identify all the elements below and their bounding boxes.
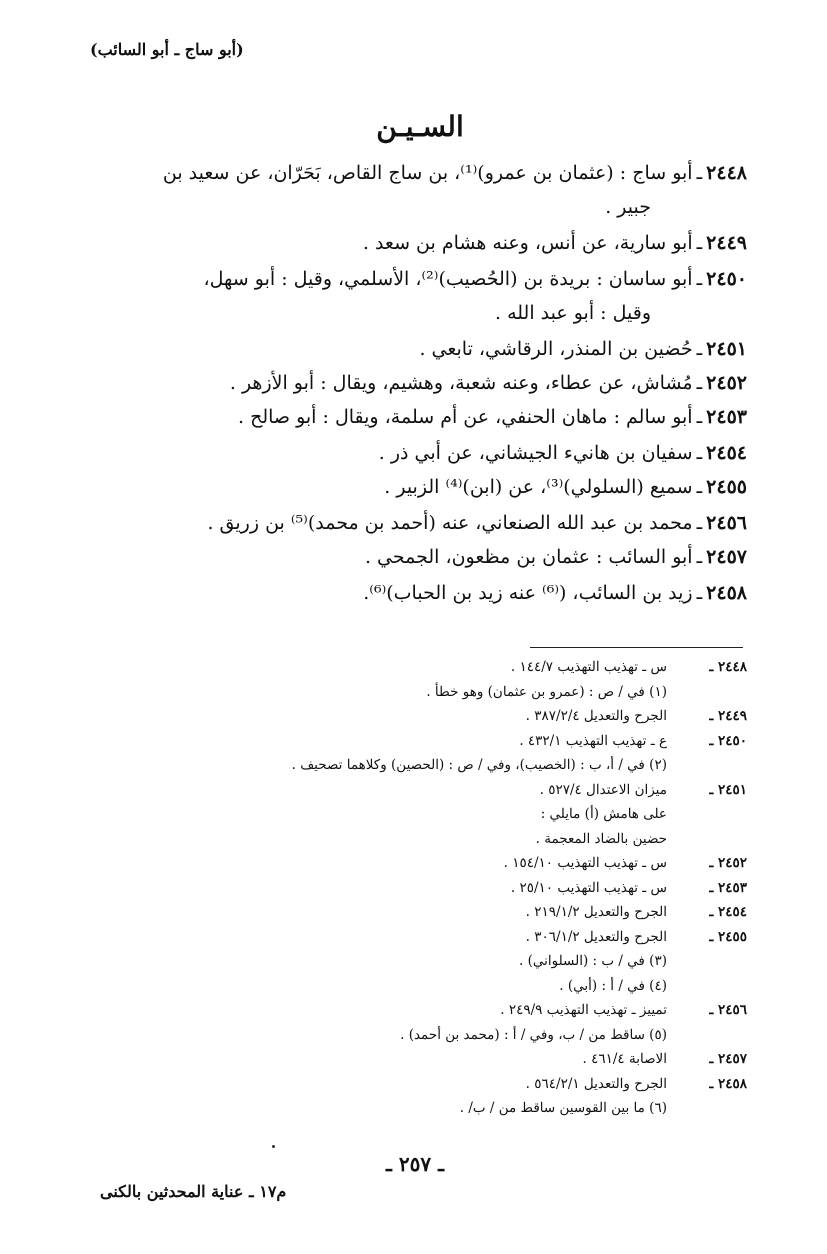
footnote-text: الجرح والتعديل ٣٠٦/١/٢ .: [525, 929, 667, 945]
entry-number: ٢٤٥٠: [706, 268, 747, 290]
entry-number: ٢٤٥١: [706, 338, 747, 360]
footnote-text: حضين بالضاد المعجمة .: [535, 831, 667, 847]
entry-text: أبو السائب : عثمان بن مظعون، الجمحي .: [364, 546, 693, 568]
entry-2455: ٢٤٥٥ـسميع (السلولي)⁽³⁾، عن (ابن)⁽⁴⁾ الزبير .: [384, 476, 747, 498]
footnote-line: [67, 974, 747, 999]
footnote-text: الجرح والتعديل ٥٦٤/٢/١ .: [525, 1076, 667, 1092]
footnote-line: [67, 925, 747, 950]
footnote-text: (٢) في / أ، ب : (الخصيب)، وفي / ص : (الحصين) وكلاهما تصحيف .: [291, 757, 667, 773]
footnote-text: س ـ تهذيب التهذيب ١٥٤/١٠ .: [503, 855, 667, 871]
entry-2453: ٢٤٥٣ـأبو سالم : ماهان الحنفي، عن أم سلمة، ويقال : أبو صالح .: [237, 406, 747, 428]
footnote-line: [67, 1023, 747, 1048]
entry-2452: ٢٤٥٢ـمُشاش، عن عطاء، وعنه شعبة، وهشيم، ويقال : أبو الأزهر .: [229, 372, 747, 394]
footnote-line: [67, 827, 747, 852]
footnote-ref: ٢٤٥٠ ـ: [709, 733, 747, 749]
footnote-text: الاصابة ٤٦١/٤ .: [582, 1051, 667, 1067]
footnote-ref: ٢٤٤٩ ـ: [709, 708, 747, 724]
footnote-ref: ٢٤٥٣ ـ: [709, 880, 747, 896]
footnote-line: [67, 655, 747, 680]
footnote-divider: [530, 647, 743, 648]
footnote-ref: ٢٤٥٥ ـ: [709, 929, 747, 945]
entry-number: ٢٤٤٩: [706, 232, 747, 254]
footnote-line: [67, 851, 747, 876]
footnote-text: (٦) ما بين القوسين ساقط من / ب/ .: [459, 1100, 667, 1116]
page-number: ـ ٢٥٧ ـ: [386, 1152, 444, 1176]
entry-text: مُشاش، عن عطاء، وعنه شعبة، وهشيم، ويقال : أبو الأزهر .: [229, 372, 693, 394]
footnote-line: [67, 900, 747, 925]
entry-text: سفيان بن هانيء الجيشاني، عن أبي ذر .: [378, 442, 693, 464]
section-title: السـيـن: [376, 110, 464, 143]
entry-continuation: جبير .: [605, 196, 651, 218]
footnote-text: على هامش (أ) مايلي :: [540, 806, 667, 822]
entry-text: أبو ساج : (عثمان بن عمرو)⁽¹⁾، بن ساج القاص، بَحَرّان، عن سعيد بن: [162, 162, 693, 184]
footnote-line: [67, 949, 747, 974]
footnote-line: [67, 876, 747, 901]
entry-text: أبو ساسان : بريدة بن (الحُصيب)⁽²⁾، الأسلمي، وقيل : أبو سهل،: [203, 268, 693, 290]
entry-text: محمد بن عبد الله الصنعاني، عنه (أحمد بن محمد)⁽⁵⁾ بن زريق .: [207, 512, 693, 534]
entry-number: ٢٤٥٢: [706, 372, 747, 394]
entry-2448: ٢٤٤٨ـأبو ساج : (عثمان بن عمرو)⁽¹⁾، بن ساج القاص، بَحَرّان، عن سعيد بن جبير .: [87, 156, 747, 224]
footnote-ref: ٢٤٥٢ ـ: [709, 855, 747, 871]
footnote-line: [67, 704, 747, 729]
ink-dot: [272, 1145, 275, 1148]
footnote-text: (٥) ساقط من / ب، وفي / أ : (محمد بن أحمد) .: [400, 1027, 667, 1043]
footer-signature: م١٧ ـ عناية المحدثين بالكنى: [100, 1182, 287, 1201]
running-header: (أبو ساج ـ أبو السائب): [90, 40, 244, 59]
footnote-ref: ٢٤٥٦ ـ: [709, 1002, 747, 1018]
footnote-line: [67, 680, 747, 705]
footnote-text: س ـ تهذيب التهذيب ٢٥/١٠ .: [510, 880, 667, 896]
entry-2450: ٢٤٥٠ـأبو ساسان : بريدة بن (الحُصيب)⁽²⁾، الأسلمي، وقيل : أبو سهل، وقيل : أبو عبد الله .: [87, 262, 747, 330]
footnote-text: ع ـ تهذيب التهذيب ٤٣٢/١ .: [519, 733, 667, 749]
entry-text: أبو سارية، عن أنس، وعنه هشام بن سعد .: [362, 232, 693, 254]
entry-number: ٢٤٥٧: [706, 546, 747, 568]
entry-number: ٢٤٥٦: [706, 512, 747, 534]
footnote-line: [67, 802, 747, 827]
footnote-text: تمييز ـ تهذيب التهذيب ٢٤٩/٩ .: [500, 1002, 667, 1018]
entry-number: ٢٤٥٥: [706, 476, 747, 498]
footnote-ref: ٢٤٥١ ـ: [709, 782, 747, 798]
footnote-line: [67, 729, 747, 754]
footnote-line: [67, 778, 747, 803]
footnote-ref: ٢٤٥٧ ـ: [709, 1051, 747, 1067]
entry-2451: ٢٤٥١ـحُضين بن المنذر، الرقاشي، تابعي .: [419, 338, 747, 360]
entry-number: ٢٤٥٣: [706, 406, 747, 428]
footnote-ref: ٢٤٤٨ ـ: [709, 659, 747, 675]
footnote-ref: ٢٤٥٤ ـ: [709, 904, 747, 920]
footnote-text: (٤) في / أ : (أبي) .: [559, 978, 667, 994]
footnote-text: (١) في / ص : (عمرو بن عثمان) وهو خطأ .: [426, 684, 667, 700]
entry-2454: ٢٤٥٤ـسفيان بن هانيء الجيشاني، عن أبي ذر .: [378, 442, 747, 464]
entry-continuation: وقيل : أبو عبد الله .: [495, 302, 651, 324]
footnote-text: س ـ تهذيب التهذيب ١٤٤/٧ .: [510, 659, 667, 675]
footnote-line: [67, 1047, 747, 1072]
footnote-text: (٣) في / ب : (السلواني) .: [518, 953, 667, 969]
entry-text: سميع (السلولي)⁽³⁾، عن (ابن)⁽⁴⁾ الزبير .: [384, 476, 693, 498]
footnote-line: [67, 753, 747, 778]
entry-number: ٢٤٤٨: [706, 162, 747, 184]
entry-2449: ٢٤٤٩ـأبو سارية، عن أنس، وعنه هشام بن سعد .: [362, 232, 747, 254]
entry-number: ٢٤٥٨: [706, 582, 747, 604]
footnote-ref: ٢٤٥٨ ـ: [709, 1076, 747, 1092]
footnote-line: [67, 1096, 747, 1121]
entry-2456: ٢٤٥٦ـمحمد بن عبد الله الصنعاني، عنه (أحمد بن محمد)⁽⁵⁾ بن زريق .: [207, 512, 747, 534]
entry-text: حُضين بن المنذر، الرقاشي، تابعي .: [419, 338, 693, 360]
footnote-text: ميزان الاعتدال ٥٢٧/٤ .: [539, 782, 667, 798]
entry-2457: ٢٤٥٧ـأبو السائب : عثمان بن مظعون، الجمحي .: [364, 546, 747, 568]
entry-number: ٢٤٥٤: [706, 442, 747, 464]
footnote-line: [67, 998, 747, 1023]
entry-text: أبو سالم : ماهان الحنفي، عن أم سلمة، ويقال : أبو صالح .: [237, 406, 693, 428]
footnote-text: الجرح والتعديل ٣٨٧/٢/٤ .: [525, 708, 667, 724]
footnote-text: الجرح والتعديل ٢١٩/١/٢ .: [525, 904, 667, 920]
entry-text: زيد بن السائب، (⁽⁶⁾ عنه زيد بن الحباب)⁽⁶⁾.: [363, 582, 693, 604]
footnote-line: [67, 1072, 747, 1097]
entry-2458: ٢٤٥٨ـزيد بن السائب، (⁽⁶⁾ عنه زيد بن الحباب)⁽⁶⁾.: [363, 582, 747, 604]
